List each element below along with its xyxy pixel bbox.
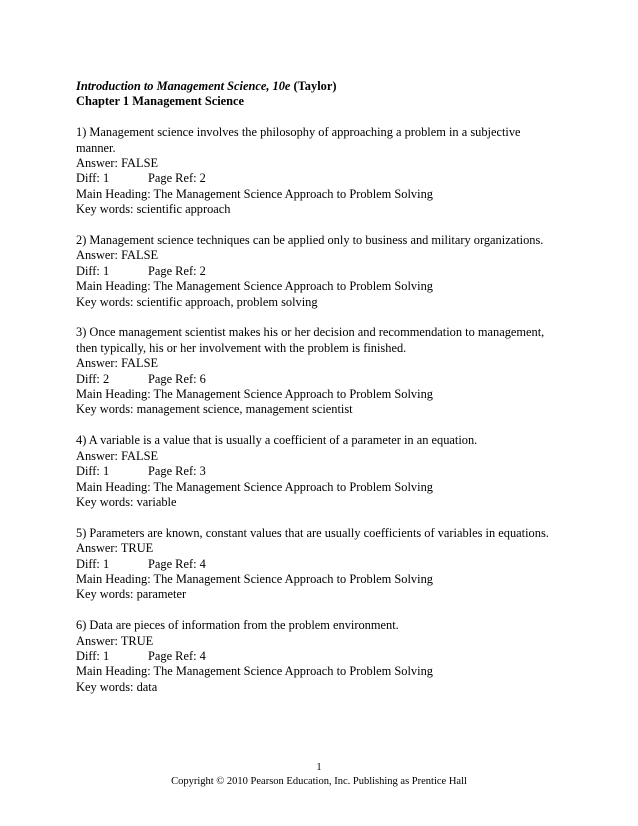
difficulty: Diff: 1 [76,263,110,278]
diff-line [76,649,562,664]
page-ref: Page Ref: 2 [148,171,206,186]
answer-line: Answer: FALSE [76,248,159,263]
question-text: 1) Management science involves the philosophy of approaching a problem in a subjective manner. [76,125,521,155]
page-content [76,79,562,711]
answer-line: Answer: TRUE [76,633,154,648]
main-heading-line: Main Heading: The Management Science Approach to Problem Solving [76,186,433,201]
key-words-line: Key words: data [76,679,158,694]
book-title-line [76,79,562,94]
answer-line: Answer: FALSE [76,448,159,463]
page-ref: Page Ref: 4 [148,556,206,571]
key-words-line: Key words: variable [76,494,177,509]
question-text: 5) Parameters are known, constant values that are usually coefficients of variables in equations. [76,525,549,540]
key-words-line: Key words: scientific approach [76,202,231,217]
difficulty: Diff: 1 [76,556,110,571]
main-heading-line: Main Heading: The Management Science Approach to Problem Solving [76,571,433,586]
question-text: 2) Management science techniques can be applied only to business and military organizations. [76,233,544,248]
difficulty: Diff: 1 [76,648,110,663]
page-number: 1 [316,762,322,773]
book-author: (Taylor) [293,79,337,93]
answer-line: Answer: FALSE [76,156,159,171]
question-3 [76,325,562,417]
diff-line [76,372,562,387]
main-heading-line: Main Heading: The Management Science Approach to Problem Solving [76,664,433,679]
question-6 [76,618,562,695]
copyright-notice: Copyright © 2010 Pearson Education, Inc. Publishing as Prentice Hall [171,776,467,787]
page-ref: Page Ref: 6 [148,371,206,386]
diff-line [76,464,562,479]
difficulty: Diff: 1 [76,464,110,479]
page-ref: Page Ref: 2 [148,263,206,278]
question-5 [76,526,562,603]
spacer [76,110,562,125]
key-words-line: Key words: management science, management scientist [76,402,353,417]
book-title: Introduction to Management Science, 10e [76,79,291,93]
question-text: 6) Data are pieces of information from the problem environment. [76,618,399,633]
main-heading-line: Main Heading: The Management Science Approach to Problem Solving [76,279,433,294]
chapter-heading: Chapter 1 Management Science [76,94,245,109]
answer-line: Answer: FALSE [76,356,159,371]
key-words-line: Key words: scientific approach, problem solving [76,294,318,309]
page-ref: Page Ref: 3 [148,464,206,479]
question-1 [76,125,562,217]
diff-line [76,171,562,186]
key-words-line: Key words: parameter [76,587,187,602]
question-4 [76,433,562,510]
difficulty: Diff: 1 [76,171,110,186]
question-2 [76,233,562,310]
page-ref: Page Ref: 4 [148,648,206,663]
diff-line [76,557,562,572]
question-text: 4) A variable is a value that is usually a coefficient of a parameter in an equation. [76,433,478,448]
main-heading-line: Main Heading: The Management Science Approach to Problem Solving [76,479,433,494]
main-heading-line: Main Heading: The Management Science Approach to Problem Solving [76,387,433,402]
answer-line: Answer: TRUE [76,541,154,556]
difficulty: Diff: 2 [76,371,110,386]
question-text: 3) Once management scientist makes his or her decision and recommendation to management, then typically, his or her involvement with the problem is finished. [76,325,545,355]
diff-line [76,264,562,279]
